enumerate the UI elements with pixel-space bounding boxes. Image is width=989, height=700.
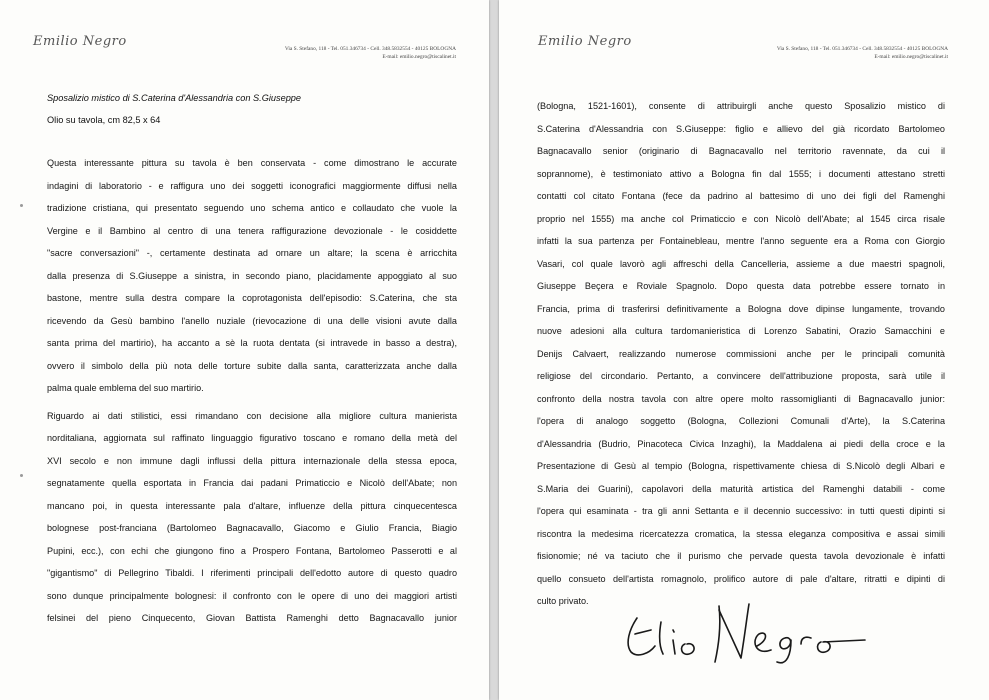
text-line: fisionomie; né va taciuto che il purismo che pervade questa tavola devozionale è infatti xyxy=(537,551,945,561)
text-line: "gigantismo" di Pellegrino Tibaldi. I riferimenti principali dell'edotto autore di questo quadro xyxy=(47,568,457,578)
text-line: "sacre conversazioni" -, certamente destinata ad ornare un altare; la scena è arricchita xyxy=(47,248,457,258)
artwork-title: Sposalizio mistico di S.Caterina d'Alessandria con S.Giuseppe xyxy=(47,93,302,103)
text-line: felsinei del pieno Cinquecento, Giovan Battista Ramenghi detto Bagnacavallo junior xyxy=(47,613,457,623)
text-line: Vasari, col quale lavorò agli affreschi della Cancelleria, assieme a due maestri spagnoli, xyxy=(537,258,945,269)
text-line: norditaliana, aggiornata sul raffinato linguaggio figurativo toscano e romano della metà del xyxy=(47,433,457,443)
text-line: ovvero il simbolo della più nota delle torture subite dalla santa, caratterizzata anche dalla xyxy=(47,360,457,371)
text-line: bolognese post-franciana (Bartolomeo Bagnacavallo, Giacomo e Giulio Francia, Biagio xyxy=(47,523,457,533)
text-line: dalla presenza di S.Giuseppe a sinistra, in secondo piano, placidamente appoggiato al suo xyxy=(47,270,457,281)
text-line: Denijs Calvaert, realizzando numerose commissioni anche per le principali comunità xyxy=(537,348,945,359)
text-line: religiose del circondario. Pertanto, a convincere dell'attribuzione proposta, sarà utile il xyxy=(537,371,945,381)
text-line: proprio nel 1555) ma anche col Primaticcio e con Nicolò dell'Abate; al 1545 circa risale xyxy=(537,213,945,224)
scan-mark xyxy=(20,474,23,477)
text-line: segnatamente quella esportata in Francia dai padani Primaticcio e Nicolò dell'Abate; non xyxy=(47,478,457,488)
text-line: riscontra la medesima ricercatezza cromatica, la stessa eleganza compositiva e assai simili xyxy=(537,528,945,539)
email-line: E-mail: emilio.negro@tiscalinet.it xyxy=(874,54,948,60)
text-line: Presentazione di Gesù al tempio (Bologna, rispettivamente chiesa di S.Nicolò degli Albari e xyxy=(537,461,945,471)
text-line: confronto della nostra tavola con altre opere molto rassomiglianti di Bagnacavallo junior: xyxy=(537,393,945,404)
text-line: culto privato. xyxy=(537,596,589,606)
signature xyxy=(615,600,875,673)
text-line: bastone, mentre sulla destra compare la coprotagonista dell'episodio: S.Caterina, che sta xyxy=(47,293,457,303)
text-line: Francia, prima di trasferirsi definitivamente a Bologna dove dipinse lungamente, trovando xyxy=(537,303,945,314)
text-line: Riguardo ai dati stilistici, essi rimandano con decisione alla migliore cultura manierista xyxy=(47,410,457,421)
text-line: indagini di laboratorio - e raffigura uno dei soggetti iconografici maggiormente diffusi nella xyxy=(47,180,457,191)
text-line: l'opera qui esaminata - tra gli anni Settanta e il decennio successivo: in tutti questi dipinti si xyxy=(537,506,945,516)
text-line: l'opera di analogo soggetto (Bologna, Collezioni Comunali d'Arte), la S.Caterina xyxy=(537,416,945,426)
text-line: ricevendo da Gesù bambino l'anello nuziale (rievocazione di una delle visioni avute dalla xyxy=(47,315,457,326)
text-line: palma quale emblema del suo martirio. xyxy=(47,383,204,393)
text-line: nuove adesioni alla cultura tardomanieristica di Lorenzo Sabatini, Orazio Samacchini e xyxy=(537,326,945,336)
left-page xyxy=(0,0,489,700)
letterhead-logo: Emilio Negro xyxy=(538,34,632,49)
text-line: Giuseppe Beçera e Roviale Spagnolo. Dopo questa data potrebbe essere tornato in xyxy=(537,281,945,291)
text-line: Questa interessante pittura su tavola è ben conservata - come dimostrano le accurate xyxy=(47,158,457,168)
text-line: (Bologna, 1521-1601), consente di attribuirgli anche questo Sposalizio mistico di xyxy=(537,101,945,111)
right-body-text xyxy=(537,95,945,613)
text-line: soprannome), è testimoniato attivo a Bologna fin dal 1555; i documenti attestano stretti xyxy=(537,168,945,179)
text-line: mancano poi, in questa interessante pala d'altare, influenze della pittura cinquecentesca xyxy=(47,500,457,511)
text-line: Bagnacavallo senior (originario di Bagnacavallo nel territorio ravennate, da cui il xyxy=(537,146,945,156)
text-line: Pupini, ecc.), con echi che giungono fino a Prospero Fontana, Bartolomeo Passerotti e al xyxy=(47,545,457,556)
text-line: Vergine e il Bambino al centro di una tenera raffigurazione devozionale - le cosiddette xyxy=(47,225,457,236)
text-line: d'Alessandria (Budrio, Pinacoteca Civica Inzaghi), la Maddalena ai piedi della croce e la xyxy=(537,438,945,449)
text-line: santa prima del martirio), ha accanto a sè la ruota dentata (si intravede in basso a destra), xyxy=(47,338,457,348)
text-line: S.Maria dei Guarini), capolavori della maturità artistica del Ramenghi databili - come xyxy=(537,483,945,494)
left-body-text xyxy=(47,152,457,630)
artwork-medium: Olio su tavola, cm 82,5 x 64 xyxy=(47,115,161,125)
handwritten-signature xyxy=(615,600,875,668)
text-line: contatti col citato Fontana (fece da padrino al battesimo di uno dei figli del Ramenghi xyxy=(537,191,945,201)
address-line: Via S. Stefano, 118 - Tel. 051.346734 - Cell. 348.5832554 - 40125 BOLOGNA xyxy=(284,46,456,52)
letterhead-address xyxy=(196,45,456,61)
letterhead-logo: Emilio Negro xyxy=(33,34,127,49)
text-line: tradizione cristiana, qui presentato seguendo uno schema antico e collaudato che vuole la xyxy=(47,203,457,213)
address-line: Via S. Stefano, 118 - Tel. 051.346734 - Cell. 348.5832554 - 40125 BOLOGNA xyxy=(776,46,948,52)
letterhead-address xyxy=(688,45,948,61)
right-page xyxy=(499,0,989,700)
text-line: quello consueto dell'artista romagnolo, prolifico autore di pale d'altare, ritratti e dipinti di xyxy=(537,573,945,584)
text-line: S.Caterina d'Alessandria con S.Giuseppe: figlio e allievo del già ricordato Bartolomeo xyxy=(537,123,945,134)
text-line: infatti la sua partenza per Fontainebleau, mentre l'anno seguente era a Roma con Giorgio xyxy=(537,236,945,246)
email-line: E-mail: emilio.negro@tiscalinet.it xyxy=(382,54,456,60)
scan-mark xyxy=(20,204,23,207)
text-line: sono dunque principalmente bolognesi: il confronto con le opere di uno dei maggiori artisti xyxy=(47,590,457,601)
text-line: XVI secolo e non immune dagli influssi della pittura internazionale della stessa epoca, xyxy=(47,455,457,466)
